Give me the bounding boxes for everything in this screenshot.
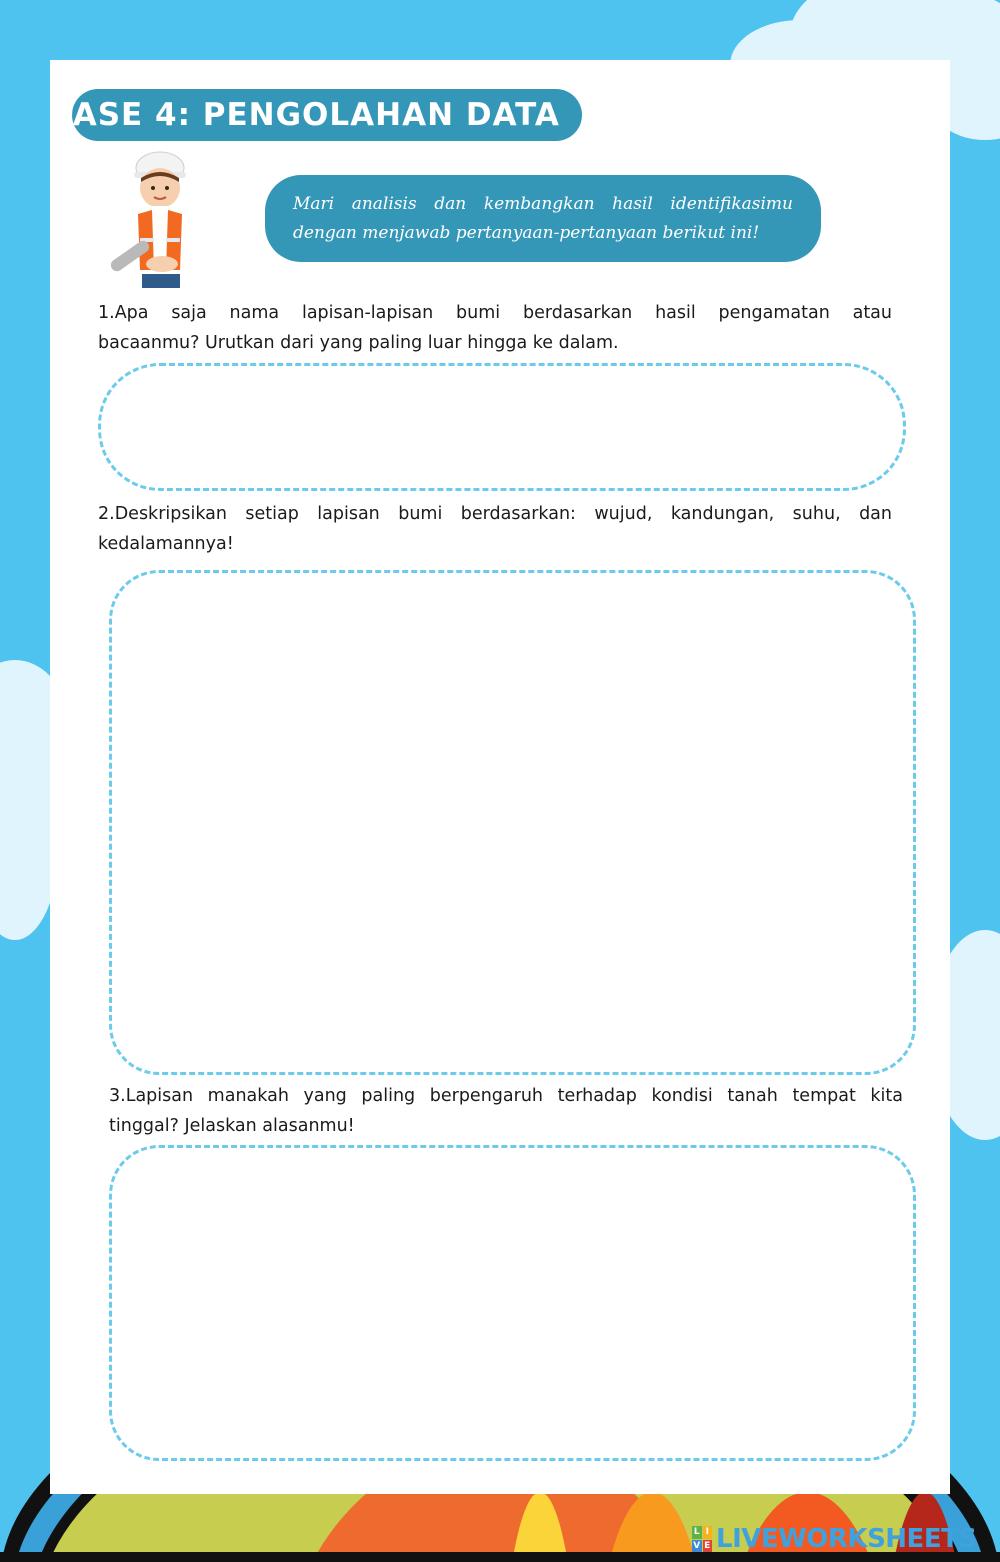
phase-title: FASE 4: PENGOLAHAN DATA: [54, 97, 560, 133]
answer-box-1[interactable]: [98, 363, 906, 491]
construction-worker-illustration: [104, 146, 214, 292]
question-3-line-1: 3.Lapisan manakah yang paling berpengaruh terhadap kondisi tanah tempat kita: [109, 1086, 903, 1106]
question-1: [98, 298, 892, 358]
intro-line-1: Mari analisis dan kembangkan hasil identifikasimu: [293, 194, 793, 214]
answer-box-2[interactable]: [109, 570, 916, 1075]
question-1-line-1: 1.Apa saja nama lapisan-lapisan bumi berdasarkan hasil pengamatan atau: [98, 303, 892, 323]
phase-title-banner: [54, 89, 582, 141]
intro-line-2: dengan menjawab pertanyaan-pertanyaan berikut ini!: [293, 223, 760, 243]
question-2: [98, 499, 892, 559]
intro-instruction-bubble: [265, 175, 821, 262]
question-3: [109, 1081, 903, 1141]
question-3-line-2: tinggal? Jelaskan alasanmu!: [109, 1116, 355, 1136]
question-1-line-2: bacaanmu? Urutkan dari yang paling luar hingga ke dalam.: [98, 333, 619, 353]
liveworksheets-logo-icon: L I V E: [693, 1527, 711, 1551]
answer-box-3[interactable]: [109, 1145, 916, 1461]
liveworksheets-logo[interactable]: [692, 1522, 977, 1556]
question-2-line-2: kedalamannya!: [98, 534, 234, 554]
liveworksheets-logo-text: LIVEWORKSHEETS: [716, 1524, 977, 1554]
question-2-line-1: 2.Deskripsikan setiap lapisan bumi berdasarkan: wujud, kandungan, suhu, dan: [98, 504, 892, 524]
